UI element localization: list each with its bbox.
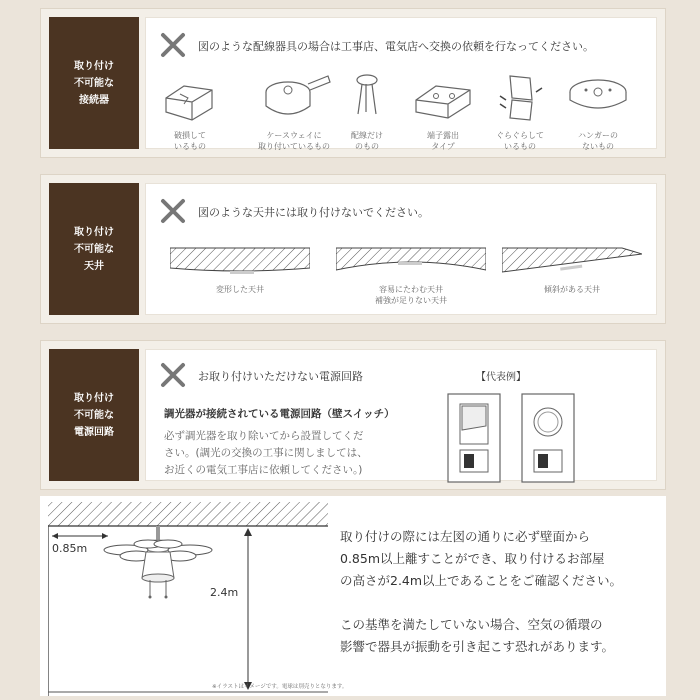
dimmer-switch-illustration [520,392,576,484]
item-caption: 容易にたわむ天井 補強が足りない天井 [375,285,447,306]
broken-connector-icon [162,70,218,126]
loose-connector-icon [496,70,544,128]
note-line: 取り付けの際には左図の通りに必ず壁面から [340,529,591,544]
ceiling-height-label: 2.4m [210,586,239,599]
section-heading: お取り付けいただけない電源回路 [198,370,363,383]
installation-guide [40,496,666,696]
no-hanger-icon [566,70,630,126]
section-card [145,17,657,152]
item-caption: 傾斜がある天井 [544,285,600,294]
section-heading: 図のような天井には取り付けないでください。 [198,206,429,219]
x-mark-icon [160,198,186,224]
x-mark-icon [160,362,186,388]
section-card [145,183,657,315]
illustration-footnote: ※イラストはイメージです。電球は別売りとなります。 [212,684,348,690]
note-line: 0.85m以上離すことができ、取り付けるお部屋 [340,551,605,566]
section-label: 取り付け 不可能な 接続器 [49,17,139,149]
section-connector [40,8,666,158]
item-caption: ケースウェイに 取り付いているもの [258,131,330,152]
item-caption: ハンガーの ないもの [578,131,618,152]
wall-switch-illustration [446,392,502,484]
caseway-connector-icon [258,70,332,126]
deformed-ceiling-illustration [170,244,310,280]
item-caption: 配線だけ のもの [351,131,383,152]
section-power-circuit [40,340,666,490]
x-mark-icon [160,32,186,58]
exposed-terminal-icon [412,70,474,126]
item-caption: 端子露出 タイプ [427,131,459,152]
section-heading: 図のような配線器具の場合は工事店、電気店へ交換の依頼を行なってください。 [198,40,594,53]
section-label: 取り付け 不可能な 電源回路 [49,349,139,481]
note-line: この基準を満たしていない場合、空気の循環の [340,617,603,632]
section-ceiling [40,174,666,324]
section-subheading: 調光器が接続されている電源回路（壁スイッチ） [164,408,395,420]
clearance-diagram [48,496,328,696]
note-line: 影響で器具が振動を引き起こす恐れがあります。 [340,639,615,654]
item-caption: 変形した天井 [216,285,264,294]
section-card [145,349,657,481]
item-caption: 破損して いるもの [174,131,206,152]
weak-ceiling-illustration [336,244,486,280]
example-label: 【代表例】 [476,372,526,383]
bare-wires-icon [350,70,384,126]
section-label: 取り付け 不可能な 天井 [49,183,139,315]
item-caption: ぐらぐらして いるもの [496,131,544,152]
note-line: の高さが2.4m以上であることをご確認ください。 [340,573,623,588]
wall-distance-label: 0.85m [52,542,88,555]
sloped-ceiling-illustration [502,244,642,280]
section-body: 必ず調光器を取り除いてから設置してくだ さい。(調光の交換の工事に関しましては、 お近くの電気工事店に依頼してください。) [164,430,368,476]
